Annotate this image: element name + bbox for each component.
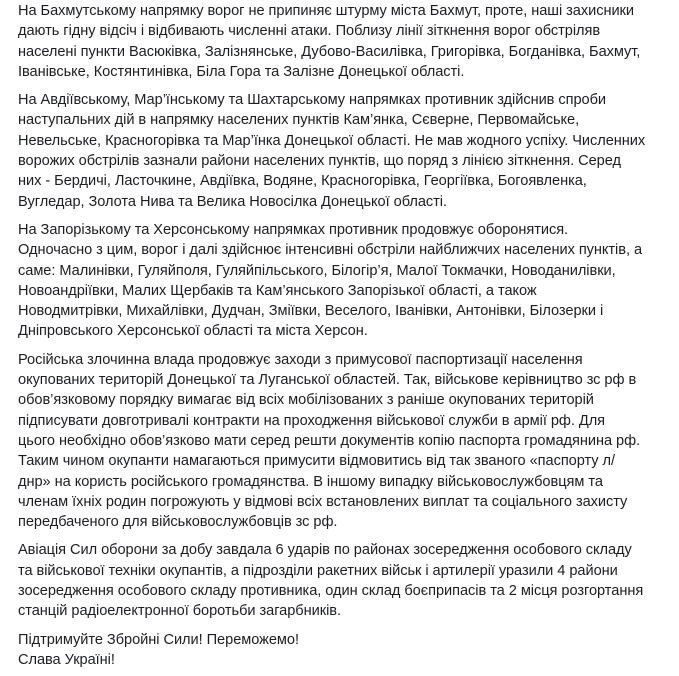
text-line: та військової техніки окупантів, а підрозділи ракетних військ і артилерії уразили 4 райони <box>18 562 618 579</box>
text-line: днр» на користь російського громадянства. В іншому випадку військовослужбовцям та <box>18 473 603 490</box>
text-line: Невельське, Красногорівка та Мар’їнка Донецької області. Не мав жодного успіху. Численних <box>18 132 646 149</box>
text-line: ворожих обстрілів зазнали райони населених пунктів, що поряд з лінією зіткнення. Серед <box>18 153 621 170</box>
text-line: Підтримуйте Збройні Сили! Переможемо! <box>18 631 299 648</box>
text-line: цього необхідно обов’язково мати серед решти документів копію паспорта громадянина рф. <box>18 432 641 449</box>
paragraph-closing <box>18 630 665 671</box>
paragraph-zaporizhzhia-kherson <box>18 220 665 342</box>
text-line: На Бахмутському напрямку ворог не припиняє штурму міста Бахмут, проте, наші захисники <box>18 3 634 19</box>
text-line: дають гідну відсіч і відбивають численні атаки. Поблизу лінії зіткнення ворог обстріляв <box>18 23 601 40</box>
text-line: окупованих територій Донецької та Луганської областей. Так, військове керівництво зс рф в <box>18 372 637 389</box>
text-line: населені пункти Васюківка, Залізнянське, Дубово-Василівка, Григорівка, Богданівка, Бахмут, <box>18 43 641 60</box>
paragraph-bakhmut <box>18 1 665 82</box>
text-line: Іванівське, Костянтинівка, Біла Гора та Залізне Донецької області. <box>18 63 465 80</box>
paragraph-passportization <box>18 350 665 533</box>
text-line: наступальних дій в напрямку населених пунктів Кам’янка, Сєверне, Первомайське, <box>18 112 580 129</box>
paragraph-aviation-strikes <box>18 540 665 621</box>
text-line: Новодмитрівки, Михайлівки, Дудчан, Змiївки, Веселого, Іванівки, Антонівки, Білозерки і <box>18 303 604 320</box>
text-line: На Запорізькому та Херсонському напрямках противник продовжує оборонятися. <box>18 221 569 238</box>
text-line: Таким чином окупанти намагаються примусити відмовитись від так званого «паспорту л/ <box>18 453 616 470</box>
text-line: підписувати довготривалі контракти на проходження військової служби в армії рф. Для <box>18 412 606 429</box>
text-line: Російська злочинна влада продовжує заходи з примусової паспортизації населення <box>18 351 583 368</box>
text-line: саме: Малинівки, Гуляйполя, Гуляйпільського, Білогір’я, Малої Токмачки, Новоданилівки, <box>18 262 616 279</box>
text-line: Новоандріївки, Малих Щербаків та Кам’янського Запорізької області, а також <box>18 282 537 299</box>
text-line: Авіація Сил оборони за добу завдала 6 ударів по районах зосередження особового складу <box>18 542 632 559</box>
text-line: На Авдіївському, Мар’їнському та Шахтарському напрямках противник здійснив спроби <box>18 92 607 109</box>
text-line: Вугледар, Золота Нива та Велика Новосілка Донецької області. <box>18 193 447 210</box>
text-line: зосередження особового складу противника, один склад боєприпасів та 2 місця розгортання <box>18 583 644 600</box>
text-line: членам їхніх родин погрожують у відмові всіх встановлених виплат та соціального захисту <box>18 493 628 510</box>
text-line: Одночасно з цим, ворог і далі здійснює інтенсивні обстріли найближчих населених пунктів, а <box>18 242 643 259</box>
paragraph-avdiivka <box>18 90 665 212</box>
text-line: Слава Україні! <box>18 651 115 668</box>
text-line: передбаченого для військовослужбовців зс рф. <box>18 514 338 531</box>
text-line: них - Бердичі, Ласточкине, Авдіївка, Водяне, Красногорівка, Георгіївка, Богоявленка, <box>18 173 587 190</box>
text-line: обов’язковому порядку вимагає від всіх мобілізованих з раніше окупованих територій <box>18 392 594 409</box>
text-line: станцій радіоелектронної боротьби загарбників. <box>18 603 341 620</box>
text-line: Дніпровського Херсонської області та міста Херсон. <box>18 323 368 340</box>
